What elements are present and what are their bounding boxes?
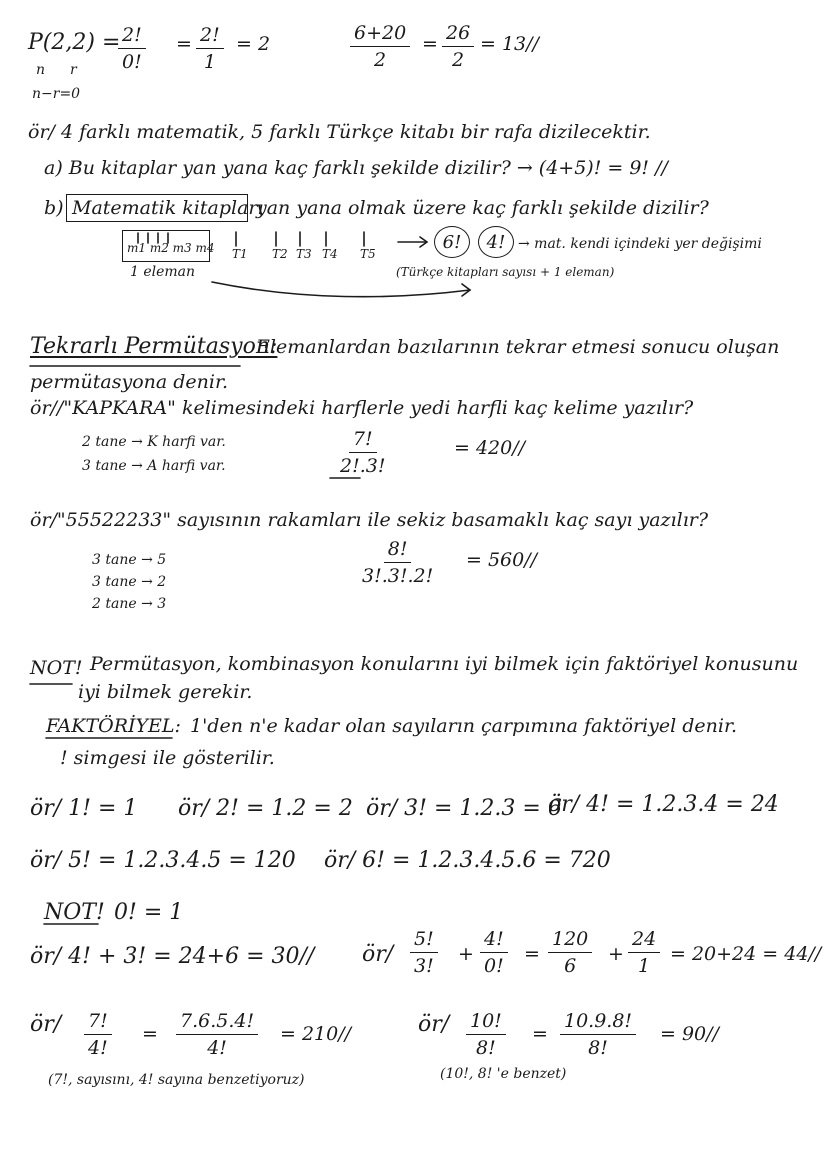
- kapkara-example-title: ör//"KAPKARA" kelimesindeki harflerle yedi harfli kaç kelime yazılır?: [30, 397, 694, 419]
- factorial-example-1: ör/ 1! = 1: [30, 796, 138, 821]
- permutation-lhs: P(2,2) =: [28, 30, 121, 55]
- repeated-permutation-definition-cont: permütasyona denir.: [30, 371, 228, 393]
- equals-sign: =: [422, 33, 438, 55]
- equals-sign: =: [176, 33, 192, 55]
- n-label: n: [36, 62, 46, 78]
- factorial-example-4: ör/ 4! = 1.2.3.4 = 24: [548, 792, 779, 817]
- calc-division-result-210: = 210//: [280, 1023, 352, 1045]
- circled-4-factorial: 4!: [478, 226, 514, 258]
- calc-prefix: ör/: [362, 942, 394, 967]
- fraction-denominator: 0!: [122, 51, 142, 73]
- note-text: Permütasyon, kombinasyon konularını iyi bilmek için faktöriyel konusunu: [90, 653, 799, 675]
- fraction-10-over-8: [466, 1010, 506, 1059]
- example-books-part-b-rest: yan yana olmak üzere kaç farklı şekilde dizilir?: [256, 197, 709, 219]
- fraction-7-over-2-3: [340, 428, 386, 477]
- fraction-denominator: 3!: [414, 955, 434, 977]
- factorial-definition: 1'den n'e kadar olan sayıların çarpımına faktöriyel denir.: [190, 715, 737, 737]
- kapkara-a-count: 3 tane → A harfi var.: [82, 458, 226, 474]
- factorial-example-2: ör/ 2! = 1.2 = 2: [178, 796, 353, 821]
- fraction-denominator: 6: [564, 955, 577, 977]
- calc-prefix: ör/: [30, 1012, 62, 1037]
- repeated-permutation-definition: Elemanlardan bazılarının tekrar etmesi sonucu oluşan: [256, 336, 780, 358]
- fraction-numerator: 26: [442, 22, 474, 47]
- book-label-t2: T2: [272, 247, 288, 261]
- digits-example-title: ör/"55522233" sayısının rakamları ile sekiz basamaklı kaç sayı yazılır?: [30, 509, 709, 531]
- fraction-denominator: 2!.3!: [340, 455, 386, 477]
- book-label-t5: T5: [360, 247, 376, 261]
- fraction-numerator: 24: [628, 928, 660, 953]
- fraction-numerator: 2!: [196, 24, 224, 49]
- fraction-numerator: 7!: [349, 428, 377, 453]
- fraction-numerator: 7.6.5.4!: [176, 1010, 258, 1035]
- equals-sign: =: [524, 943, 540, 965]
- fraction-120-over-6: [548, 928, 592, 977]
- fraction-denominator: 3!.3!.2!: [362, 565, 434, 587]
- plus-sign: +: [608, 943, 624, 965]
- zero-factorial-rule: 0! = 1: [114, 900, 184, 925]
- book-label-t3: T3: [296, 247, 312, 261]
- equals-sign: =: [532, 1023, 548, 1045]
- fraction-8-over-3-3-2: [362, 538, 433, 587]
- fraction-numerator: 10.9.8!: [560, 1010, 636, 1035]
- note-label: NOT!: [30, 657, 83, 679]
- fraction-denominator: 1: [638, 955, 651, 977]
- kapkara-k-count: 2 tane → K harfi var.: [82, 434, 226, 450]
- n-minus-r-note: n−r=0: [32, 86, 81, 102]
- fraction-numerator: 10!: [466, 1010, 506, 1035]
- fraction-numerator: 8!: [384, 538, 412, 563]
- calc-division-note-2: (10!, 8! 'e benzet): [440, 1066, 567, 1082]
- math-books-labels: m1 m2 m3 m4: [127, 241, 215, 255]
- note-zero-label: NOT!: [44, 900, 105, 925]
- digits-count-3: 2 tane → 3: [92, 596, 167, 612]
- calc-sum-result: = 20+24 = 44//: [670, 943, 822, 965]
- plus-sign: +: [458, 943, 474, 965]
- fraction-denominator: 1: [203, 51, 216, 73]
- example-books-part-a: a) Bu kitaplar yan yana kaç farklı şekilde dizilir? → (4+5)! = 9! //: [44, 157, 668, 179]
- example-books-part-b-prefix: b): [44, 197, 64, 219]
- repeated-permutation-heading: Tekrarlı Permütasyon:: [30, 334, 278, 359]
- fraction-1098-over-8: [560, 1010, 636, 1059]
- math-internal-arrangement-note: → mat. kendi içindeki yer değişimi: [518, 236, 762, 252]
- example-books-title: ör/ 4 farklı matematik, 5 farklı Türkçe kitabı bir rafa dizilecektir.: [28, 121, 651, 143]
- factorial-label: FAKTÖRİYEL:: [46, 715, 181, 737]
- calc-division-note-1: (7!, sayısını, 4! sayına benzetiyoruz): [48, 1072, 305, 1088]
- fraction-4-over-0: [480, 928, 508, 977]
- calc-division-result-90: = 90//: [660, 1023, 719, 1045]
- kapkara-result: = 420//: [454, 437, 526, 459]
- fraction-5-over-3: [410, 928, 438, 977]
- fraction-denominator: 2: [374, 49, 387, 71]
- book-label-t1: T1: [232, 247, 248, 261]
- fraction-numerator: 2!: [118, 24, 146, 49]
- circled-6-factorial: 6!: [434, 226, 470, 258]
- fraction-denominator: 4!: [88, 1037, 108, 1059]
- fraction-denominator: 2: [452, 49, 465, 71]
- fraction-denominator: 8!: [476, 1037, 496, 1059]
- fraction-numerator: 120: [548, 928, 592, 953]
- factorial-example-3: ör/ 3! = 1.2.3 = 6: [366, 796, 562, 821]
- fraction-numerator: 6+20: [350, 22, 410, 47]
- boxed-phrase: Matematik kitapları: [72, 197, 264, 219]
- fraction-numerator: 5!: [410, 928, 438, 953]
- note-text-cont: iyi bilmek gerekir.: [78, 681, 253, 703]
- fraction-7654-over-4: [176, 1010, 258, 1059]
- result-13: = 13//: [480, 33, 539, 55]
- digits-count-5: 3 tane → 5: [92, 552, 167, 568]
- fraction-24-over-1: [628, 928, 660, 977]
- factorial-symbol-note: ! simgesi ile gösterilir.: [60, 747, 275, 769]
- calc-prefix: ör/: [418, 1012, 450, 1037]
- result-2: = 2: [236, 33, 271, 55]
- fraction-denominator: 0!: [484, 955, 504, 977]
- fraction-numerator: 4!: [480, 928, 508, 953]
- equals-sign: =: [142, 1023, 158, 1045]
- r-label: r: [70, 62, 77, 78]
- fraction-denominator: 8!: [588, 1037, 608, 1059]
- book-label-t4: T4: [322, 247, 338, 261]
- fraction-numerator: 7!: [84, 1010, 112, 1035]
- fraction-denominator: 4!: [207, 1037, 227, 1059]
- digits-count-2: 3 tane → 2: [92, 574, 167, 590]
- turkish-books-count-note: (Türkçe kitapları sayısı + 1 eleman): [396, 265, 615, 279]
- calc-factorial-sum: ör/ 4! + 3! = 24+6 = 30//: [30, 944, 315, 969]
- factorial-example-5: ör/ 5! = 1.2.3.4.5 = 120: [30, 848, 296, 873]
- one-element-note: 1 eleman: [130, 264, 196, 280]
- fraction-7-over-4: [84, 1010, 112, 1059]
- digits-result: = 560//: [466, 549, 538, 571]
- factorial-example-6: ör/ 6! = 1.2.3.4.5.6 = 720: [324, 848, 611, 873]
